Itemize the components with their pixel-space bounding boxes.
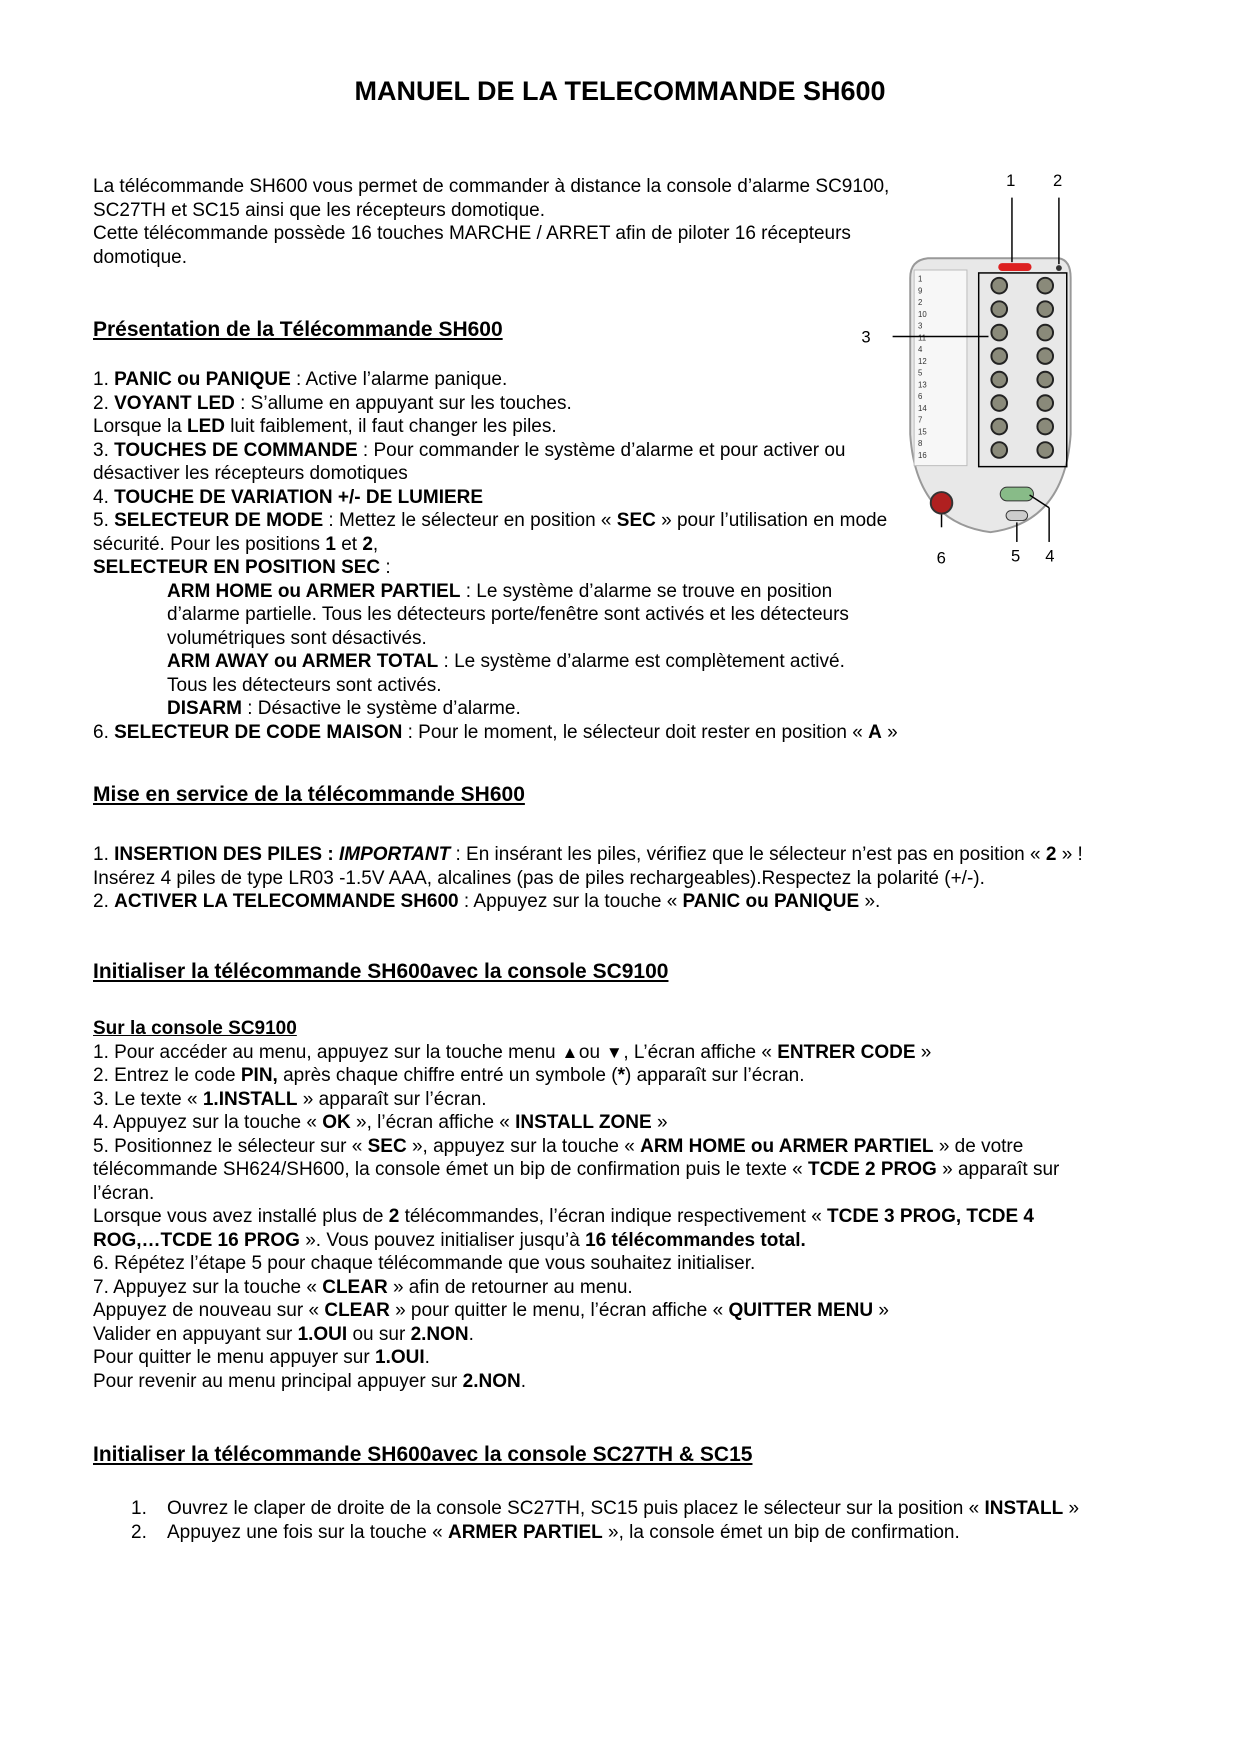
mode-selector-icon xyxy=(1006,511,1028,521)
command-key-icon xyxy=(1037,419,1053,435)
list-item: 1. PANIC ou PANIQUE : Active l’alarme panique. xyxy=(93,369,508,390)
list-item: 1. INSERTION DES PILES : IMPORTANT : En insérant les piles, vérifiez que le sélecteur n’est pas en position « 2 » ! xyxy=(93,844,1083,865)
list-item: télécommande SH624/SH600, la console émet un bip de confirmation puis le texte « TCDE 2 PROG » apparaît sur xyxy=(93,1159,1060,1180)
arrow-up-icon: ▲ xyxy=(561,1042,579,1062)
init-sc9100-list xyxy=(93,1017,1059,1393)
list-item: 2. Entrez le code PIN, après chaque chiffre entré un symbole (*) apparaît sur l’écran. xyxy=(93,1065,805,1086)
mise-en-service-list xyxy=(93,843,1083,914)
section-heading-init-sc27th: Initialiser la télécommande SH600avec la console SC27TH & SC15 xyxy=(93,1443,753,1466)
code-selector-icon xyxy=(931,492,953,514)
list-item: 4. TOUCHE DE VARIATION +/- DE LUMIERE xyxy=(93,486,484,508)
key-number-label: 5 xyxy=(918,368,923,378)
dimmer-key-icon xyxy=(1000,487,1033,501)
callout-4: 4 xyxy=(1045,546,1055,566)
key-number-label: 7 xyxy=(918,415,923,425)
command-key-icon xyxy=(1037,278,1053,294)
list-item: Lorsque la LED luit faiblement, il faut changer les piles. xyxy=(93,416,557,437)
key-number-label: 1 xyxy=(918,274,923,284)
command-key-icon xyxy=(1037,442,1053,458)
list-item: ARM AWAY ou ARMER TOTAL : Le système d’alarme est complètement activé. xyxy=(167,651,845,672)
command-key-icon xyxy=(991,419,1007,435)
list-item: Valider en appuyant sur 1.OUI ou sur 2.NON. xyxy=(93,1323,474,1345)
key-number-label: 8 xyxy=(918,439,923,449)
list-item: l’écran. xyxy=(93,1182,155,1204)
key-number-label: 13 xyxy=(918,380,927,390)
key-number-label: 2 xyxy=(918,298,923,308)
command-key-icon xyxy=(991,442,1007,458)
list-item: Appuyez de nouveau sur « CLEAR » pour quitter le menu, l’écran affiche « QUITTER MENU » xyxy=(93,1300,889,1321)
command-key-icon xyxy=(1037,348,1053,364)
command-key-icon xyxy=(991,301,1007,317)
list-item: Insérez 4 piles de type LR03 -1.5V AAA, alcalines (pas de piles rechargeables).Respectez la polarité (+/-). xyxy=(93,867,985,889)
intro-line: La télécommande SH600 vous permet de commander à distance la console d’alarme SC9100, xyxy=(93,176,890,197)
list-item: 3. TOUCHES DE COMMANDE : Pour commander le système d’alarme et pour activer ou xyxy=(93,439,846,461)
list-item: Lorsque vous avez installé plus de 2 télécommandes, l’écran indique respectivement « TCDE 3 PROG, TCDE 4 xyxy=(93,1206,1034,1227)
command-key-icon xyxy=(1037,372,1053,388)
list-item: 5. Positionnez le sélecteur sur « SEC », appuyez sur la touche « ARM HOME ou ARMER PARTIEL » de votre xyxy=(93,1135,1024,1157)
section-heading-init-sc9100: Initialiser la télécommande SH600avec la console SC9100 xyxy=(93,960,669,983)
list-item: SELECTEUR EN POSITION SEC : xyxy=(93,557,391,578)
callout-5: 5 xyxy=(1010,546,1021,566)
command-key-icon xyxy=(991,395,1007,411)
list-item: 2. ACTIVER LA TELECOMMANDE SH600 : Appuyez sur la touche « PANIC ou PANIQUE ». xyxy=(93,891,881,912)
list-item: Pour quitter le menu appuyer sur 1.OUI. xyxy=(93,1347,430,1368)
list-item: sécurité. Pour les positions 1 et 2, xyxy=(93,533,379,555)
list-item: 4. Appuyez sur la touche « OK », l’écran affiche « INSTALL ZONE » xyxy=(93,1112,668,1133)
key-number-label: 3 xyxy=(918,321,923,331)
list-item: 1. Pour accéder au menu, appuyez sur la touche menu ▲ou ▼, L’écran affiche « ENTRER CODE » xyxy=(93,1041,932,1063)
list-item: ROG,…TCDE 16 PROG ». Vous pouvez initialiser jusqu’à 16 télécommandes total. xyxy=(93,1229,806,1251)
command-key-icon xyxy=(991,278,1007,294)
arrow-down-icon: ▼ xyxy=(605,1042,623,1062)
command-key-icon xyxy=(1037,395,1053,411)
command-key-icon xyxy=(991,372,1007,388)
list-item: désactiver les récepteurs domotiques xyxy=(93,463,408,484)
key-number-label: 4 xyxy=(918,345,923,355)
list-item: ARM HOME ou ARMER PARTIEL : Le système d’alarme se trouve en position xyxy=(167,580,833,602)
list-item: 5. SELECTEUR DE MODE : Mettez le sélecteur en position « SEC » pour l’utilisation en mode xyxy=(93,510,888,531)
list-item: 2. VOYANT LED : S’allume en appuyant sur les touches. xyxy=(93,392,572,414)
panic-button-icon xyxy=(998,263,1031,271)
command-key-icon xyxy=(991,348,1007,364)
command-key-icon xyxy=(991,325,1007,341)
key-number-label: 14 xyxy=(918,403,927,413)
intro-paragraph xyxy=(93,175,889,269)
list-item: 2. Appuyez une fois sur la touche « ARMER PARTIEL », la console émet un bip de confirmation. xyxy=(131,1521,960,1543)
list-item: 7. Appuyez sur la touche « CLEAR » afin de retourner au menu. xyxy=(93,1276,633,1298)
callout-1: 1 xyxy=(1006,170,1016,190)
key-number-label: 9 xyxy=(918,286,923,296)
page-title: MANUEL DE LA TELECOMMANDE SH600 xyxy=(354,76,886,106)
subheading: Sur la console SC9100 xyxy=(93,1018,297,1039)
intro-line: SC27TH et SC15 ainsi que les récepteurs domotique. xyxy=(93,199,546,221)
list-item: volumétriques sont désactivés. xyxy=(167,627,427,649)
key-number-label: 11 xyxy=(918,333,927,343)
key-number-label: 15 xyxy=(918,427,927,437)
init-sc27th-list xyxy=(93,1497,1079,1544)
section-heading-mise-en-service: Mise en service de la télécommande SH600 xyxy=(93,783,525,806)
presentation-list xyxy=(93,368,898,744)
callout-3: 3 xyxy=(861,327,871,347)
remote-illustration xyxy=(861,170,1140,630)
command-key-icon xyxy=(1037,325,1053,341)
list-item: 1. Ouvrez le claper de droite de la console SC27TH, SC15 puis placez le sélecteur sur la position « INSTALL » xyxy=(131,1498,1080,1519)
list-item: 3. Le texte « 1.INSTALL » apparaît sur l’écran. xyxy=(93,1088,487,1110)
list-item: d’alarme partielle. Tous les détecteurs porte/fenêtre sont activés et les détecteurs xyxy=(167,604,849,625)
key-number-label: 16 xyxy=(918,450,927,460)
key-number-label: 12 xyxy=(918,356,927,366)
led-icon xyxy=(1056,265,1062,271)
list-item: Pour revenir au menu principal appuyer sur 2.NON. xyxy=(93,1370,526,1392)
list-item: 6. SELECTEUR DE CODE MAISON : Pour le moment, le sélecteur doit rester en position « A » xyxy=(93,721,898,743)
section-heading-presentation: Présentation de la Télécommande SH600 xyxy=(93,318,503,341)
list-item: Tous les détecteurs sont activés. xyxy=(167,674,442,696)
command-key-icon xyxy=(1037,301,1053,317)
callout-2: 2 xyxy=(1053,170,1063,190)
intro-line: domotique. xyxy=(93,246,188,268)
key-number-label: 6 xyxy=(918,392,923,402)
list-item: 6. Répétez l’étape 5 pour chaque télécommande que vous souhaitez initialiser. xyxy=(93,1253,756,1274)
callout-6: 6 xyxy=(936,548,946,568)
intro-line: Cette télécommande possède 16 touches MARCHE / ARRET afin de piloter 16 récepteurs xyxy=(93,223,851,244)
list-item: DISARM : Désactive le système d’alarme. xyxy=(167,698,521,719)
key-number-label: 10 xyxy=(918,309,927,319)
